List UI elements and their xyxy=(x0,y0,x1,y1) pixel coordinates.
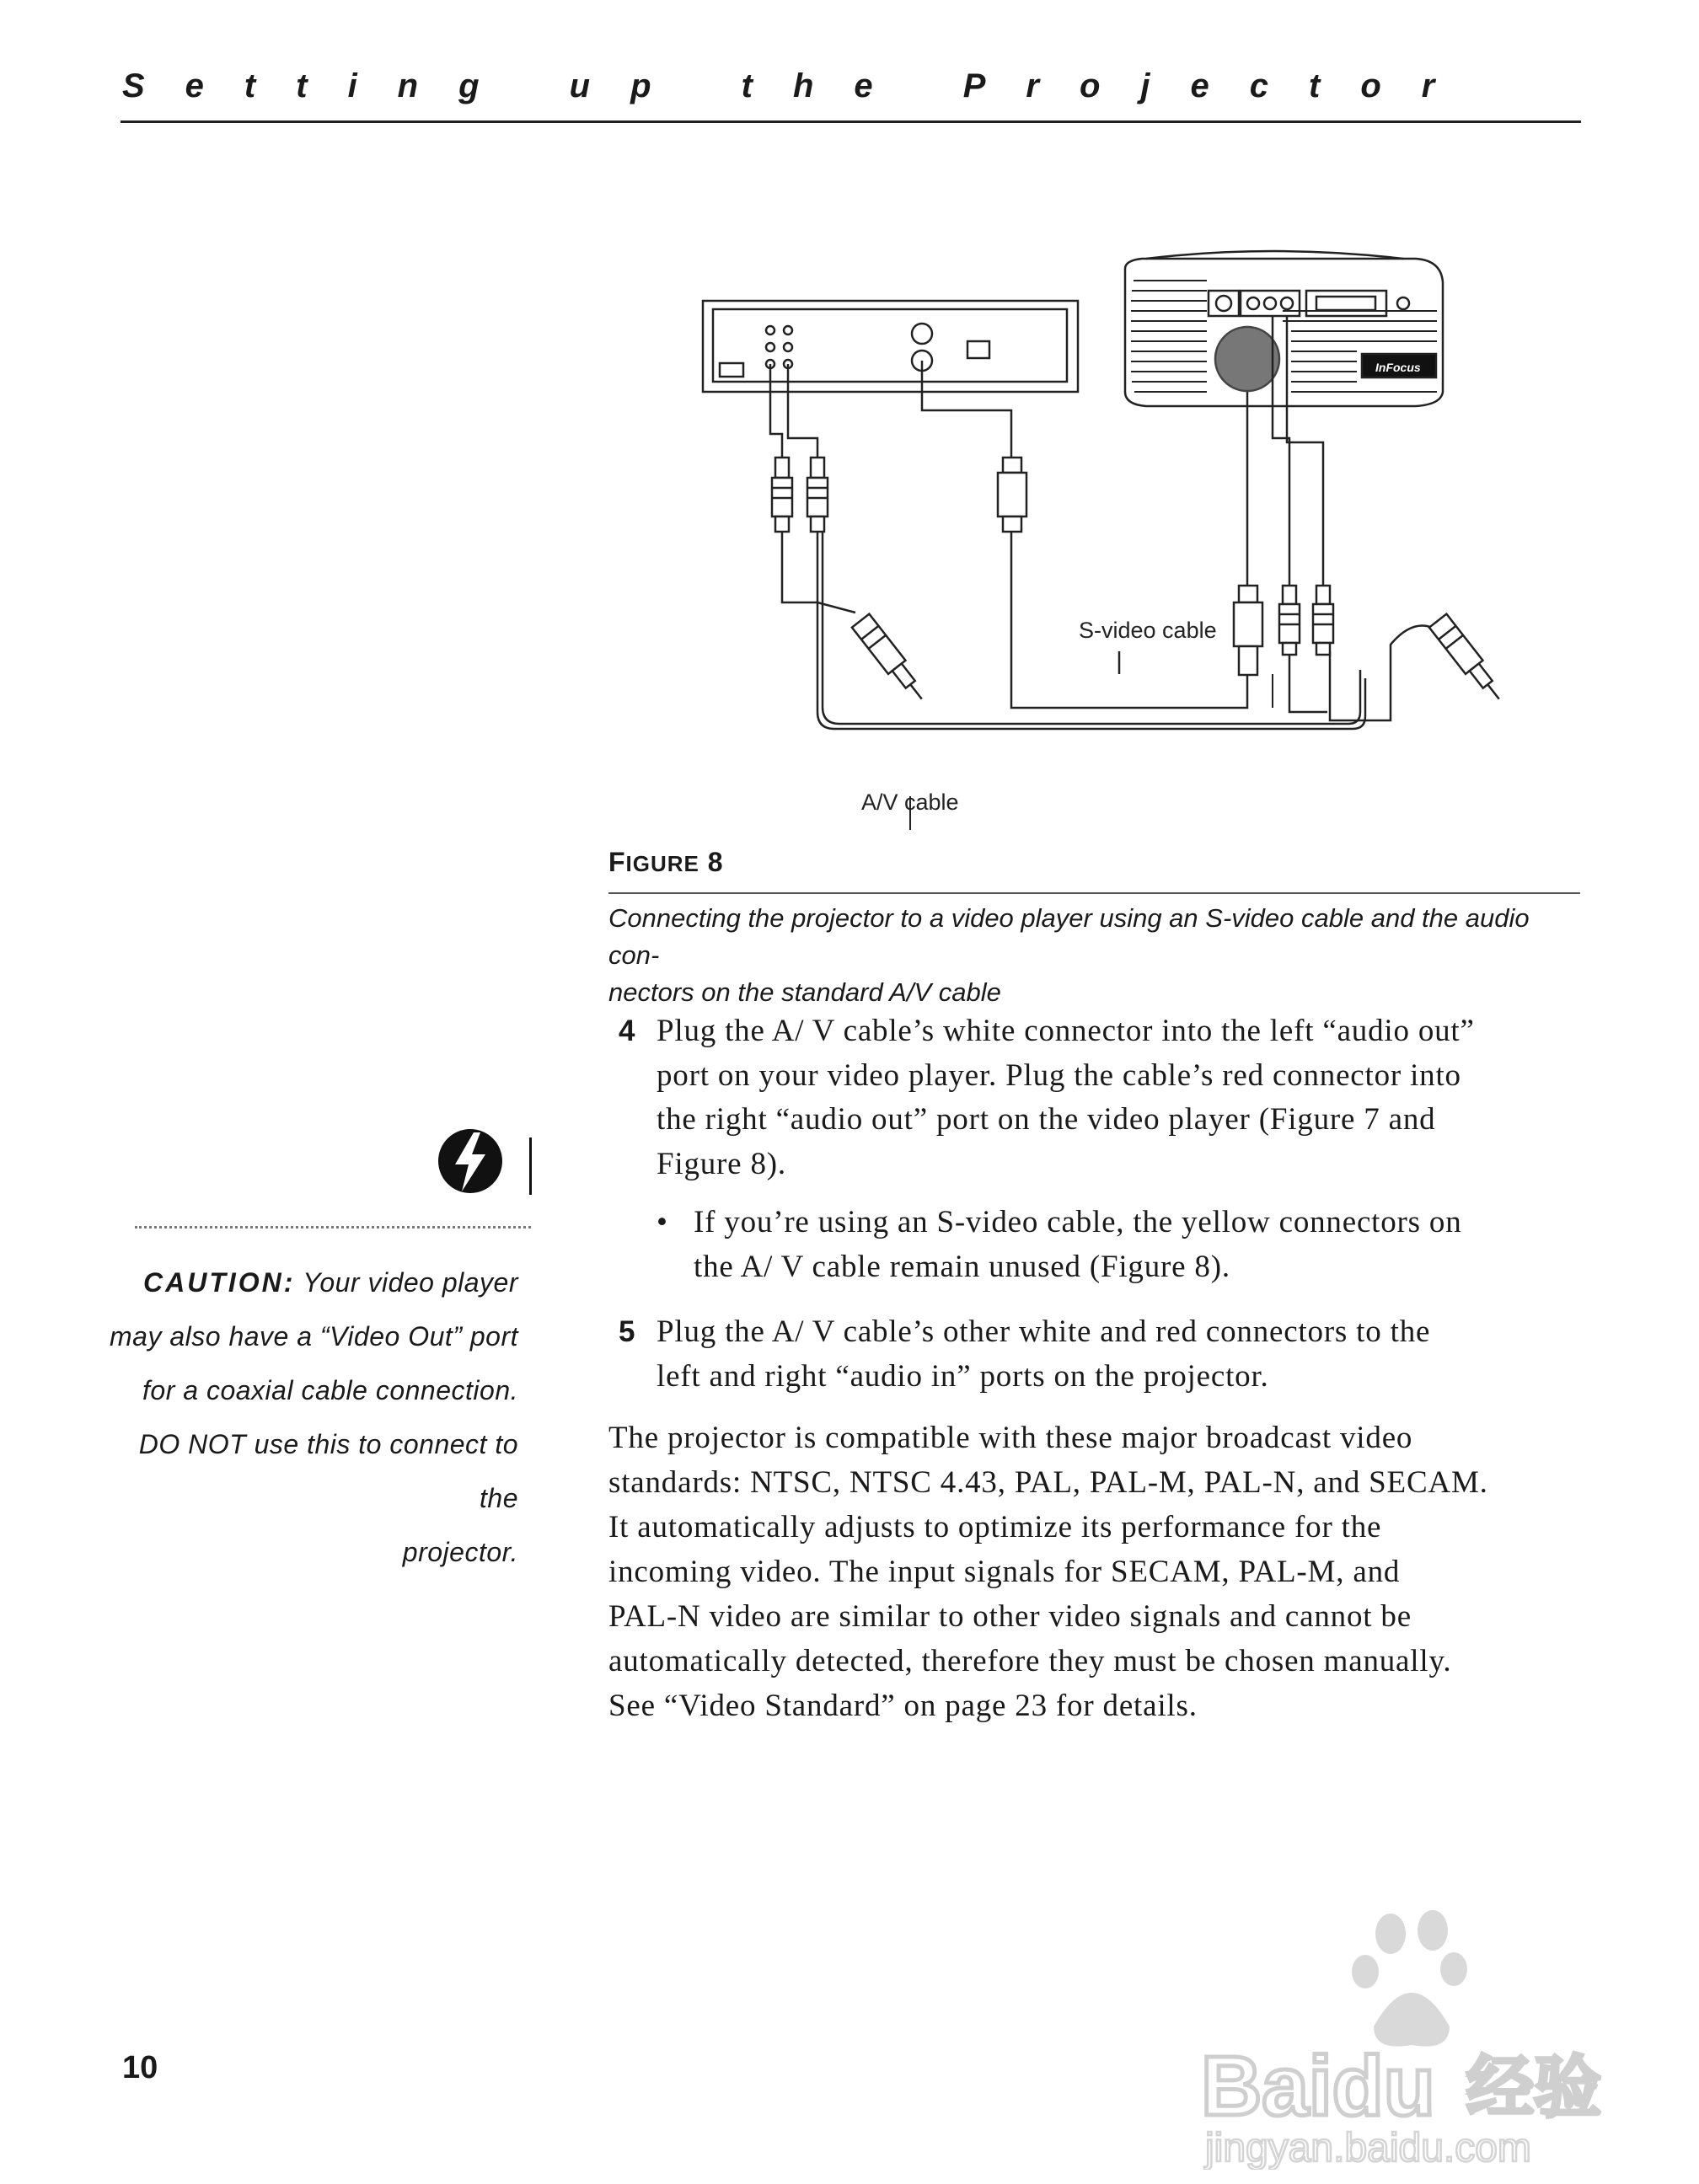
figure-caption-line: Connecting the projector to a video player using an S-video cable and the audio con- xyxy=(608,903,1530,970)
figure-rule xyxy=(608,892,1580,894)
projector-illustration xyxy=(1125,251,1443,406)
figure-8-diagram xyxy=(691,249,1551,830)
unused-plug-left xyxy=(852,614,930,706)
projector-brand-label: InFocus xyxy=(1375,361,1421,374)
step-line: the right “audio out” port on the video player (Figure 7 and xyxy=(657,1102,1436,1137)
svideo-cable-callout: S-video cable xyxy=(1079,618,1217,643)
step-number: 4 xyxy=(619,1014,636,1047)
paragraph-line: automatically detected, therefore they must be chosen manually. xyxy=(608,1644,1452,1678)
bullet-line: If you’re using an S-video cable, the yellow connectors on xyxy=(694,1205,1462,1239)
step-4 xyxy=(608,1009,1586,1186)
bullet-symbol: • xyxy=(657,1205,668,1239)
step-number: 5 xyxy=(619,1315,636,1348)
svideo-plug-projector xyxy=(1234,586,1262,675)
paragraph-line: See “Video Standard” on page 23 for details. xyxy=(608,1689,1198,1723)
rca-plug-right xyxy=(807,458,828,532)
av-cable-callout: A/V cable xyxy=(861,790,959,815)
rca-plug-projector-right xyxy=(1313,586,1333,655)
caution-label: CAUTION: xyxy=(143,1267,296,1298)
body-paragraph xyxy=(608,1416,1586,1728)
caution-line: may also have a “Video Out” port xyxy=(110,1321,518,1352)
paragraph-line: The projector is compatible with these major broadcast video xyxy=(608,1421,1413,1455)
caution-line: Your video player xyxy=(303,1267,518,1298)
baidu-watermark xyxy=(1197,1900,1618,2170)
step-line: Plug the A/ V cable’s other white and red connectors to the xyxy=(657,1314,1431,1349)
paragraph-line: incoming video. The input signals for SECAM, PAL-M, and xyxy=(608,1555,1401,1589)
page-number: 10 xyxy=(122,2050,158,2085)
caution-margin-bar xyxy=(529,1138,532,1195)
caution-line: for a coaxial cable connection. xyxy=(142,1375,518,1405)
video-player-illustration xyxy=(703,301,1078,392)
figure-caption-line: nectors on the standard A/V cable xyxy=(608,977,1001,1007)
watermark-url: jingyan.baidu.com xyxy=(1205,2126,1531,2170)
paragraph-line: standards: NTSC, NTSC 4.43, PAL, PAL-M, PAL-N, and SECAM. xyxy=(608,1465,1488,1500)
rca-plug-left xyxy=(772,458,792,532)
svideo-plug-player xyxy=(998,458,1026,532)
header-rule xyxy=(121,120,1581,123)
figure-caption xyxy=(608,900,1578,1011)
unused-plug-right xyxy=(1429,614,1508,706)
step-5 xyxy=(608,1310,1586,1399)
figure-label xyxy=(608,847,724,878)
watermark-brand: Baidu xyxy=(1201,2039,1435,2133)
step-line: Plug the A/ V cable’s white connector into the left “audio out” xyxy=(657,1014,1475,1048)
caution-lightning-icon xyxy=(437,1127,504,1199)
paragraph-line: PAL-N video are similar to other video signals and cannot be xyxy=(608,1599,1412,1634)
watermark-brand-cn: 经验 xyxy=(1466,2048,1601,2127)
bullet-line: the A/ V cable remain unused (Figure 8). xyxy=(694,1249,1230,1284)
bullet-item xyxy=(657,1201,1584,1289)
caution-note xyxy=(101,1255,518,1579)
step-line: left and right “audio in” ports on the projector. xyxy=(657,1358,1269,1394)
step-line: port on your video player. Plug the cable’s red connector into xyxy=(657,1057,1461,1093)
figure-label-number: 8 xyxy=(707,847,724,877)
caution-line: projector. xyxy=(402,1537,518,1567)
caution-dotted-rule xyxy=(135,1226,531,1228)
rca-plug-projector-left xyxy=(1279,586,1300,655)
paragraph-line: It automatically adjusts to optimize its performance for the xyxy=(608,1510,1382,1544)
figure-label-prefix: F xyxy=(608,847,626,877)
figure-label-smallcaps: IGURE xyxy=(625,851,699,876)
step-line: Figure 8). xyxy=(657,1146,786,1181)
paw-icon xyxy=(1352,1910,1467,2047)
running-header: Setting up the Projector xyxy=(122,67,1476,104)
caution-line: DO NOT use this to connect to the xyxy=(138,1429,518,1513)
